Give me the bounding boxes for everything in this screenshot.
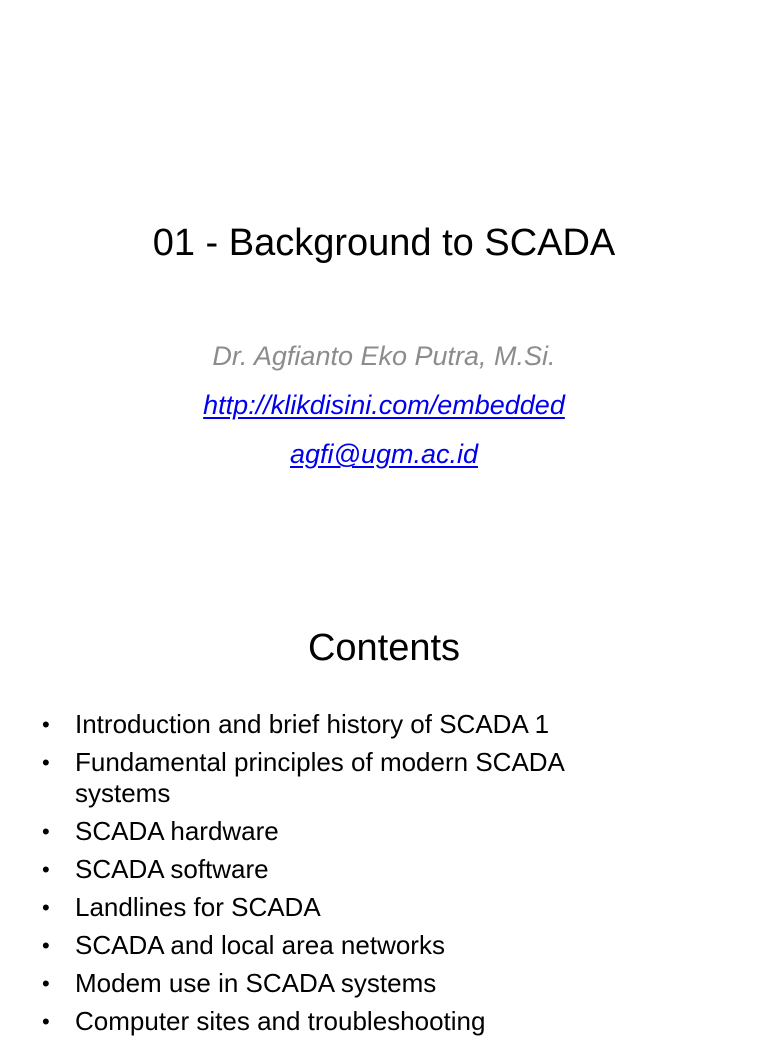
list-item — [0, 709, 768, 740]
bullet-icon: • — [42, 1009, 50, 1034]
list-item — [0, 747, 768, 809]
list-item — [0, 968, 768, 999]
presentation-title: 01 - Background to SCADA — [152, 222, 616, 264]
list-item-text: SCADA software — [75, 854, 269, 884]
list-item-text: Fundamental principles of modern SCADA systems — [75, 747, 564, 808]
website-link[interactable]: http://klikdisini.com/embedded — [203, 390, 565, 420]
contents-list — [0, 709, 768, 1044]
bullet-icon: • — [42, 933, 50, 958]
list-item-text: Modem use in SCADA systems — [75, 968, 437, 998]
list-item — [0, 816, 768, 847]
list-item — [0, 1006, 768, 1037]
contents-title: Contents — [307, 627, 461, 669]
email-link[interactable]: agfi@ugm.ac.id — [290, 439, 478, 469]
bullet-icon: • — [42, 971, 50, 996]
list-item-text: Computer sites and troubleshooting — [75, 1006, 486, 1036]
bullet-icon: • — [42, 712, 50, 737]
list-item-text: SCADA hardware — [75, 816, 279, 846]
bullet-icon: • — [42, 750, 50, 775]
list-item-text: SCADA and local area networks — [75, 930, 445, 960]
bullet-icon: • — [42, 895, 50, 920]
bullet-icon: • — [42, 857, 50, 882]
list-item-text: Introduction and brief history of SCADA 1 — [75, 709, 550, 739]
list-item — [0, 930, 768, 961]
bullet-icon: • — [42, 819, 50, 844]
subtitle-block — [0, 332, 768, 479]
list-item-text: Landlines for SCADA — [75, 892, 321, 922]
list-item — [0, 854, 768, 885]
contents-slide — [0, 576, 768, 1036]
list-item — [0, 892, 768, 923]
author-name: Dr. Agfianto Eko Putra, M.Si. — [212, 341, 556, 371]
